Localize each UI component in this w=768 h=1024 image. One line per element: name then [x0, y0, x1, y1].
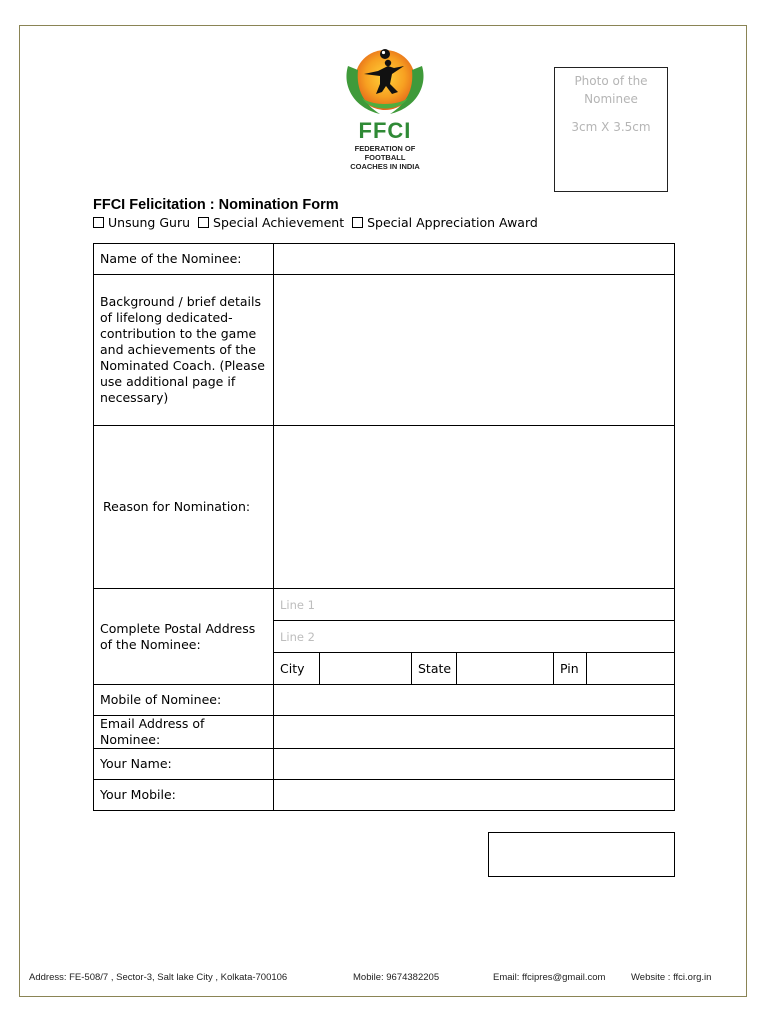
address-line1-placeholder: Line 1	[280, 597, 315, 612]
logo-title: FFCI	[358, 118, 412, 143]
table-row	[94, 426, 675, 589]
ffci-emblem-icon	[334, 46, 436, 120]
photo-label-line1: Photo of the	[574, 74, 648, 88]
logo-subtitle-line2: COACHES IN INDIA	[350, 162, 420, 171]
state-input[interactable]	[457, 653, 554, 684]
your-mobile-input[interactable]	[274, 780, 675, 811]
footer-website: Website : ffci.org.in	[631, 972, 712, 983]
checkbox-label: Special Appreciation Award	[367, 215, 538, 230]
city-input[interactable]	[320, 653, 412, 684]
table-row	[94, 716, 675, 749]
checkbox-special-achievement[interactable]	[198, 215, 344, 230]
photo-size-label: 3cm X 3.5cm	[571, 120, 651, 134]
checkbox-unsung-guru[interactable]	[93, 215, 190, 230]
table-row	[94, 275, 675, 426]
checkbox-label: Special Achievement	[213, 215, 345, 230]
address-line2-input[interactable]	[274, 621, 674, 653]
form-title: FFCI Felicitation : Nomination Form	[93, 197, 339, 213]
email-input[interactable]	[274, 716, 675, 749]
footer-email: Email: ffcipres@gmail.com	[493, 972, 606, 983]
checkbox-special-appreciation-award[interactable]	[352, 215, 538, 230]
category-checkboxes	[93, 215, 546, 230]
background-label: Background / brief details of lifelong dedicated-contribution to the game and achievements of the Nominated Coach. (Please use additional page if necessary)	[94, 275, 274, 426]
footer-address: Address: FE-508/7 , Sector-3, Salt lake City , Kolkata-700106	[29, 972, 288, 983]
mobile-input[interactable]	[274, 685, 675, 716]
pin-input[interactable]	[587, 653, 674, 684]
footer-mobile: Mobile: 9674382205	[353, 972, 440, 983]
table-row	[94, 589, 675, 685]
ffci-logo	[334, 46, 436, 171]
checkbox-icon[interactable]	[93, 217, 104, 228]
table-row	[94, 244, 675, 275]
name-input[interactable]	[274, 244, 675, 275]
logo-subtitle	[334, 144, 436, 171]
photo-label-line2: Nominee	[584, 92, 638, 106]
your-name-input[interactable]	[274, 749, 675, 780]
checkbox-icon[interactable]	[198, 217, 209, 228]
address-city-row	[274, 653, 674, 684]
signature-box[interactable]	[488, 832, 675, 877]
address-cell	[274, 589, 675, 685]
table-row	[94, 749, 675, 780]
mobile-label: Mobile of Nominee:	[94, 685, 274, 716]
table-row	[94, 780, 675, 811]
address-line1-input[interactable]	[274, 589, 674, 621]
photo-box[interactable]	[554, 67, 668, 192]
reason-label: Reason for Nomination:	[94, 426, 274, 589]
nomination-table	[93, 243, 675, 811]
logo-subtitle-line1: FEDERATION OF FOOTBALL	[354, 144, 416, 162]
table-row	[94, 685, 675, 716]
name-label: Name of the Nominee:	[94, 244, 274, 275]
email-label: Email Address of Nominee:	[94, 716, 274, 749]
reason-input[interactable]	[274, 426, 675, 589]
city-label: City	[274, 653, 320, 684]
your-name-label: Your Name:	[94, 749, 274, 780]
background-input[interactable]	[274, 275, 675, 426]
address-label: Complete Postal Address of the Nominee:	[94, 589, 274, 685]
pin-label: Pin	[554, 653, 587, 684]
state-label: State	[412, 653, 457, 684]
checkbox-label: Unsung Guru	[108, 215, 191, 230]
checkbox-icon[interactable]	[352, 217, 363, 228]
your-mobile-label: Your Mobile:	[94, 780, 274, 811]
address-line2-placeholder: Line 2	[280, 629, 315, 644]
